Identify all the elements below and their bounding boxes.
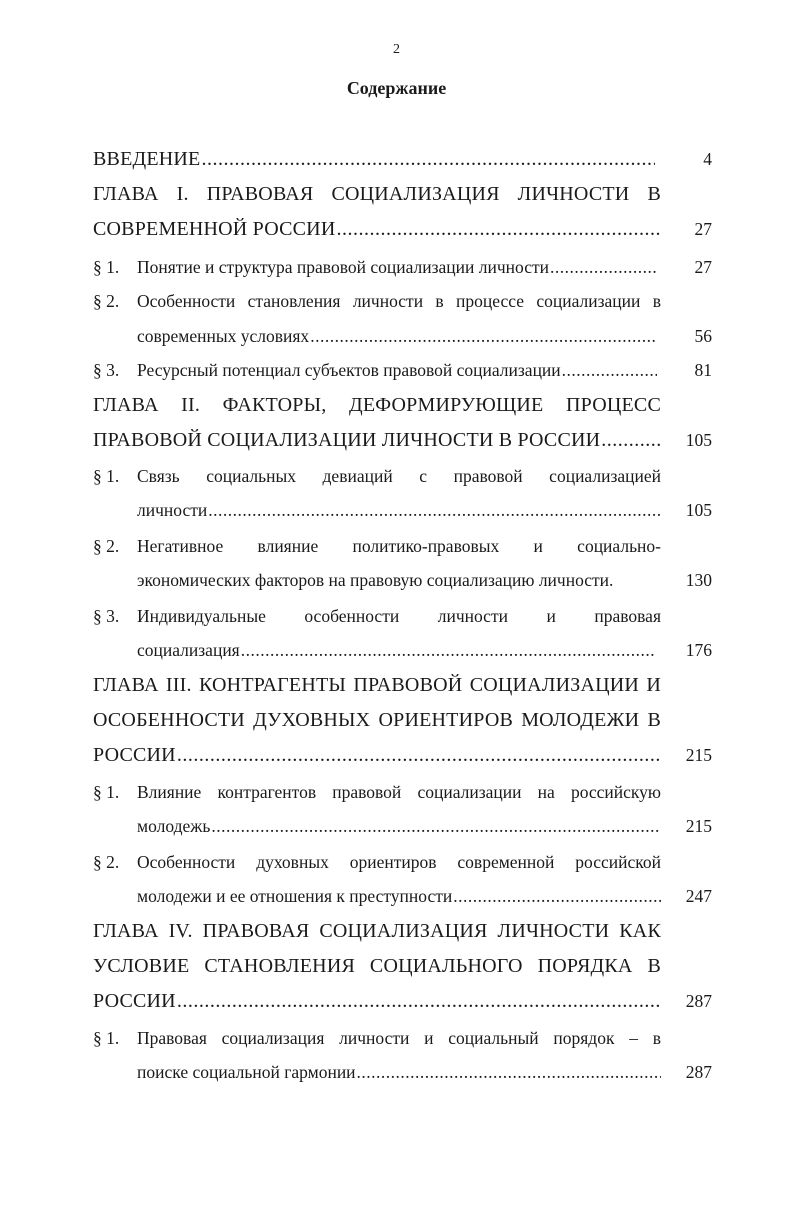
toc-ch4-s1-marker: § 1. xyxy=(93,1028,120,1048)
toc-ch2-s1-page: 105 xyxy=(685,500,712,520)
dot-leader xyxy=(336,215,661,243)
toc-ch2-s1-line1[interactable]: Связь социальных девиаций с правовой социализацией xyxy=(137,466,661,486)
toc-ch2-s1-marker: § 1. xyxy=(93,466,120,486)
toc-ch2-s1-text: личности xyxy=(137,500,208,520)
toc-ch1-s1-page: 27 xyxy=(694,257,712,277)
toc-ch1-s2-marker: § 2. xyxy=(93,291,120,311)
toc-ch3-s1-line2[interactable] xyxy=(137,812,661,840)
toc-ch4-page: 287 xyxy=(685,991,712,1011)
toc-ch3-title-line1[interactable]: ГЛАВА III. КОНТРАГЕНТЫ ПРАВОВОЙ СОЦИАЛИЗАЦИИ И xyxy=(93,674,661,696)
dot-leader xyxy=(208,496,661,524)
toc-ch2-s3-page: 176 xyxy=(685,640,712,660)
toc-ch4-s1-line2[interactable] xyxy=(137,1058,661,1086)
toc-ch4-s1-page: 287 xyxy=(685,1062,712,1082)
toc-ch2-s3-line2[interactable] xyxy=(137,636,655,664)
toc-ch3-title-line2[interactable]: ОСОБЕННОСТИ ДУХОВНЫХ ОРИЕНТИРОВ МОЛОДЕЖИ В xyxy=(93,709,661,731)
toc-ch4-title-line3[interactable] xyxy=(93,987,661,1015)
dot-leader xyxy=(562,356,657,384)
dot-leader xyxy=(601,426,661,454)
toc-ch1-s3[interactable] xyxy=(137,356,657,384)
toc-ch3-page: 215 xyxy=(685,745,712,765)
page-number: 2 xyxy=(393,42,400,57)
toc-ch1-s1[interactable] xyxy=(137,253,657,281)
toc-ch1-title-line1[interactable]: ГЛАВА I. ПРАВОВАЯ СОЦИАЛИЗАЦИЯ ЛИЧНОСТИ В xyxy=(93,183,661,205)
toc-ch3-s2-line1[interactable]: Особенности духовных ориентиров современной российской xyxy=(137,852,661,872)
toc-intro-page: 4 xyxy=(703,149,712,169)
toc-ch3-s1-page: 215 xyxy=(685,816,712,836)
toc-ch4-s1-text: поиске социальной гармонии xyxy=(137,1062,356,1082)
toc-ch1-s3-marker: § 3. xyxy=(93,360,120,380)
toc-ch4-s1-line1[interactable]: Правовая социализация личности и социальный порядок – в xyxy=(137,1028,661,1048)
page-title: Содержание xyxy=(346,78,447,98)
toc-ch2-title-text: ПРАВОВОЙ СОЦИАЛИЗАЦИИ ЛИЧНОСТИ В РОССИИ xyxy=(93,429,601,451)
toc-ch1-title-line2[interactable] xyxy=(93,215,661,243)
toc-ch1-s2-text: современных условиях xyxy=(137,326,310,346)
toc-ch3-s2-text: молодежи и ее отношения к преступности xyxy=(137,886,453,906)
dot-leader xyxy=(211,812,661,840)
toc-ch1-s3-page: 81 xyxy=(694,360,712,380)
dot-leader xyxy=(201,145,655,173)
toc-ch2-s3-line1[interactable]: Индивидуальные особенности личности и правовая xyxy=(137,606,661,626)
dot-leader xyxy=(310,322,657,350)
toc-ch2-title-line2[interactable] xyxy=(93,426,661,454)
toc-ch3-s1-text: молодежь xyxy=(137,816,211,836)
dot-leader xyxy=(241,636,655,664)
toc-ch2-s2-marker: § 2. xyxy=(93,536,120,556)
toc-ch1-s2-line2[interactable] xyxy=(137,322,657,350)
toc-ch4-title-text: РОССИИ xyxy=(93,990,176,1012)
dot-leader xyxy=(177,987,661,1015)
toc-ch2-s3-text: социализация xyxy=(137,640,240,660)
dot-leader xyxy=(453,882,661,910)
toc-ch1-s2-page: 56 xyxy=(694,326,712,346)
toc-ch1-s3-text: Ресурсный потенциал субъектов правовой социализации xyxy=(137,360,561,380)
dot-leader xyxy=(177,741,661,769)
toc-ch1-s1-marker: § 1. xyxy=(93,257,120,277)
toc-ch2-page: 105 xyxy=(685,430,712,450)
toc-intro[interactable] xyxy=(93,145,655,173)
toc-ch4-title-line1[interactable]: ГЛАВА IV. ПРАВОВАЯ СОЦИАЛИЗАЦИЯ ЛИЧНОСТИ КАК xyxy=(93,920,661,942)
toc-ch1-title-text: СОВРЕМЕННОЙ РОССИИ xyxy=(93,218,336,240)
toc-ch4-title-line2[interactable]: УСЛОВИЕ СТАНОВЛЕНИЯ СОЦИАЛЬНОГО ПОРЯДКА В xyxy=(93,955,661,977)
toc-ch3-s1-line1[interactable]: Влияние контрагентов правовой социализации на российскую xyxy=(137,782,661,802)
dot-leader xyxy=(357,1058,661,1086)
toc-ch3-s2-page: 247 xyxy=(685,886,712,906)
toc-ch2-s2-page: 130 xyxy=(685,570,712,590)
toc-ch2-s3-marker: § 3. xyxy=(93,606,120,626)
toc-ch3-title-text: РОССИИ xyxy=(93,744,176,766)
toc-ch3-s2-marker: § 2. xyxy=(93,852,120,872)
toc-ch2-s2-line1[interactable]: Негативное влияние политико-правовых и социально- xyxy=(137,536,661,556)
toc-ch2-title-line1[interactable]: ГЛАВА II. ФАКТОРЫ, ДЕФОРМИРУЮЩИЕ ПРОЦЕСС xyxy=(93,394,661,416)
toc-ch2-s2-line2[interactable]: экономических факторов на правовую социализацию личности. xyxy=(137,570,614,590)
dot-leader xyxy=(550,253,657,281)
toc-ch2-s1-line2[interactable] xyxy=(137,496,661,524)
toc-ch1-page: 27 xyxy=(694,219,712,239)
toc-ch1-s2-line1[interactable]: Особенности становления личности в процессе социализации в xyxy=(137,291,661,311)
toc-ch3-s1-marker: § 1. xyxy=(93,782,120,802)
toc-intro-label: ВВЕДЕНИЕ xyxy=(93,148,201,170)
toc-ch3-s2-line2[interactable] xyxy=(137,882,661,910)
toc-ch1-s1-text: Понятие и структура правовой социализации личности xyxy=(137,257,549,277)
toc-ch3-title-line3[interactable] xyxy=(93,741,661,769)
